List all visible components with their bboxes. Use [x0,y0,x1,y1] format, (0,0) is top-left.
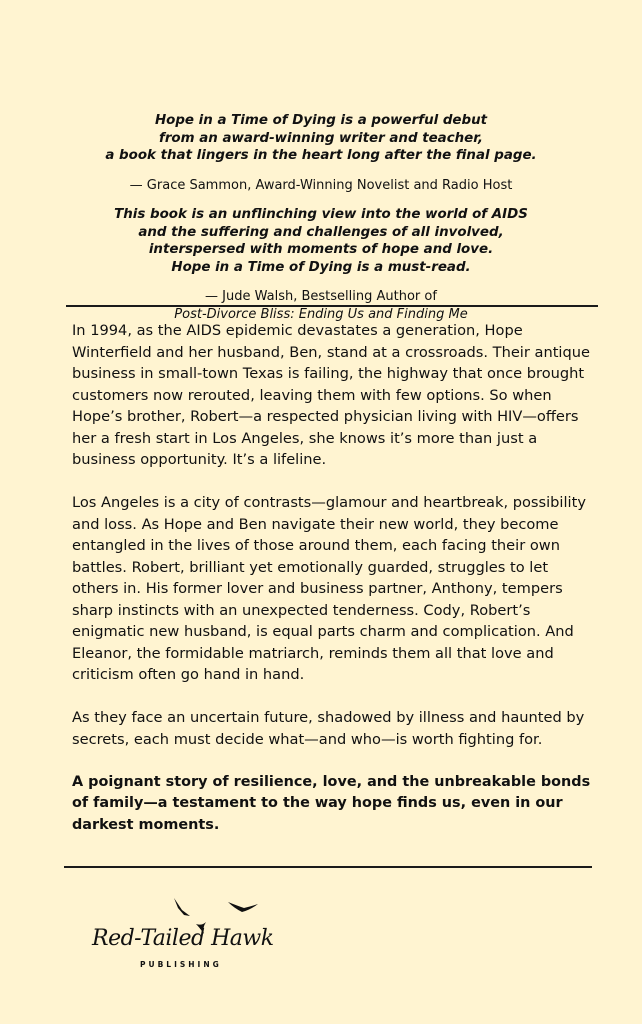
attribution-text: — Jude Walsh, Bestselling Author of [205,289,437,304]
quote-line: Hope in a Time of Dying is a powerful debut [154,113,488,128]
quote-line: Hope in a Time of Dying is a must-read. [171,259,471,275]
attribution-text: — Grace Sammon, Award-Winning Novelist and Radio Host [129,177,513,193]
attribution-book-title: Post-Divorce Bliss: Ending Us and Finding Me [174,306,468,322]
endorsement-quote-1 [0,112,642,165]
synopsis [72,320,592,858]
publisher-subtitle: PUBLISHING [140,960,222,969]
endorsements [0,112,642,335]
divider-top [66,305,598,307]
endorsement-quote-2 [0,206,642,276]
divider-bottom [64,866,592,868]
synopsis-paragraph: In 1994, as the AIDS epidemic devastates a generation, Hope Winterfield and her husband, Ben, stand at a crossroads. Their antique business in small-town Texas is failing, the highway that once brought customers now rerouted, leaving them with few options. So when Hope’s brother, Robert—a respected physician living with HIV—offers her a fresh start in Los Angeles, she knows it’s more than just a business opportunity. It’s a lifeline. [72,322,590,468]
synopsis-paragraph: As they face an uncertain future, shadowed by illness and haunted by secrets, each must decide what—and who—is worth fighting for. [72,709,585,748]
synopsis-paragraph: Los Angeles is a city of contrasts—glamour and heartbreak, possibility and loss. As Hope and Ben navigate their new world, they become entangled in the lives of those around them, each facing their own battles. Robert, brilliant yet emotionally guarded, struggles to let others in. His former lover and business partner, Anthony, tempers sharp instincts with an unexpected tenderness. Cody, Robert’s enigmatic new husband, is equal parts charm and complication. And Eleanor, the formidable matriarch, reminds them all that love and criticism often go hand in hand. [72,494,586,683]
quote-line: interspersed with moments of hope and love. [148,242,494,257]
quote-line: and the suffering and challenges of all involved, [138,224,504,240]
publisher-name: Red-Tailed Hawk [92,926,274,951]
endorsement-attribution-1 [0,177,642,195]
quote-line: This book is an unflinching view into the world of AIDS [114,207,528,222]
tagline: A poignant story of resilience, love, and the unbreakable bonds of family—a testament to the way hope finds us, even in our darkest moments. [72,773,591,833]
quote-line: from an award-winning writer and teacher, [159,130,483,146]
quote-line: a book that lingers in the heart long after the final page. [105,148,537,163]
publisher-logo [86,896,286,976]
